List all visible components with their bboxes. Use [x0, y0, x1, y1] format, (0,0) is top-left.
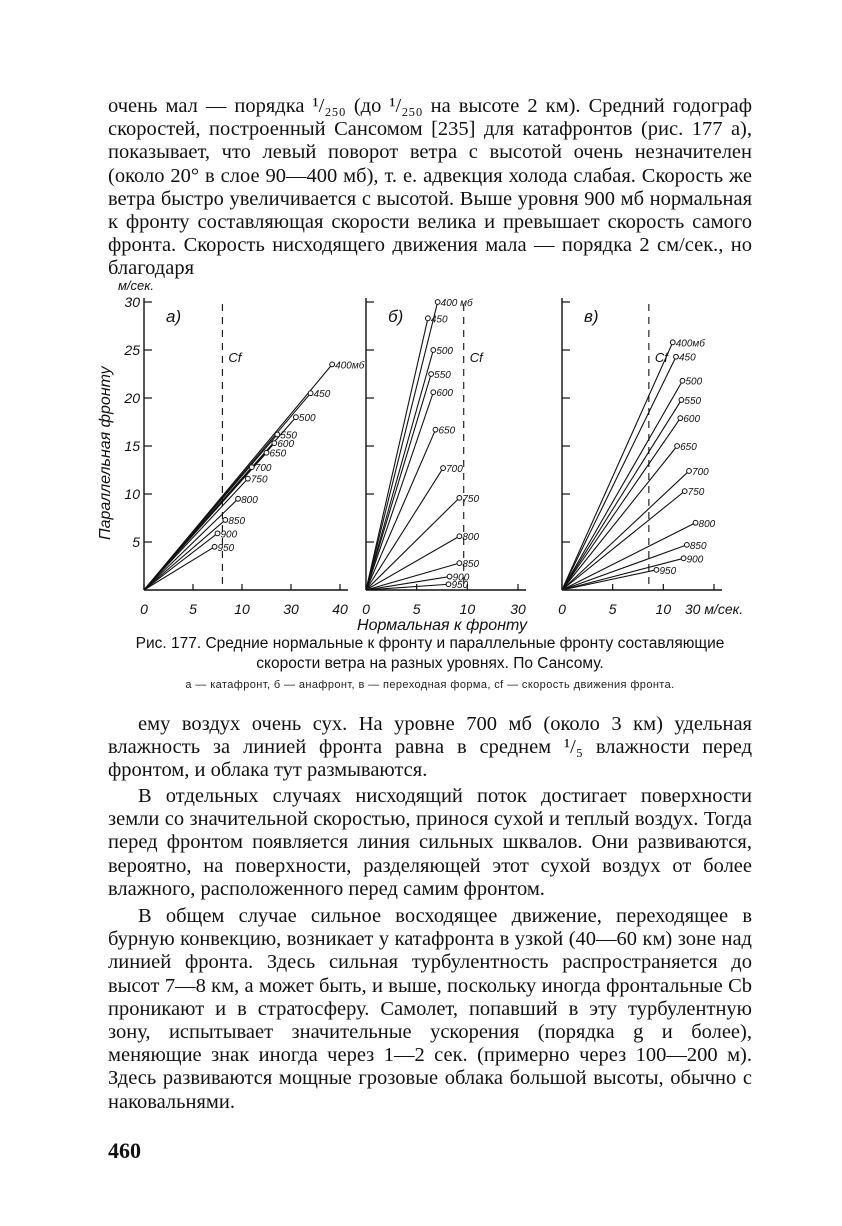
- x-axis-title: Нормальная к фронту: [357, 617, 527, 634]
- level-point: [433, 427, 438, 432]
- level-point: [245, 476, 250, 481]
- level-label: 800: [698, 518, 716, 530]
- level-label: 700: [692, 466, 709, 478]
- level-point: [681, 556, 686, 561]
- level-label: 950: [659, 565, 677, 577]
- level-label: 650: [269, 448, 287, 460]
- level-point: [446, 582, 451, 587]
- level-label: 650: [680, 442, 697, 453]
- level-label: 550: [280, 430, 297, 442]
- level-label: 450: [430, 314, 448, 326]
- level-label: 550: [684, 395, 702, 407]
- panel-label: а): [166, 307, 182, 326]
- level-label: 400мб: [675, 338, 705, 350]
- level-point: [249, 465, 254, 470]
- level-point: [675, 444, 680, 449]
- level-label: 700: [254, 463, 272, 475]
- level-label: 900: [686, 554, 704, 566]
- level-line: [366, 302, 438, 590]
- figure-177: [88, 278, 768, 634]
- level-point: [654, 567, 659, 572]
- front-speed-label: Cf: [654, 350, 668, 365]
- y-tick-label: 10: [124, 486, 140, 502]
- x-axis-labels: [357, 617, 528, 634]
- level-point: [457, 561, 462, 566]
- figure-caption: Рис. 177. Средние нормальные к фронту и параллельные фронту составляющие скорости ветра на разных уровнях. По Сансому.: [135, 635, 725, 672]
- level-label: 500: [685, 376, 703, 388]
- y-axis-title: Параллельная фронту: [97, 366, 114, 540]
- panel-c: [558, 298, 743, 617]
- figure-legend: а — катафронт, б — анафронт, в — переходная форма, cf — скорость движения фронта.: [185, 679, 675, 691]
- level-label: 750: [250, 474, 268, 486]
- level-label: 750: [462, 493, 480, 505]
- level-label: 900: [220, 529, 238, 541]
- x-tick-label: 10: [234, 601, 250, 617]
- level-point: [678, 416, 683, 421]
- level-point: [670, 340, 675, 345]
- level-point: [236, 496, 241, 501]
- level-label: 650: [438, 425, 456, 437]
- level-label: 450: [313, 389, 331, 401]
- level-label: 900: [452, 572, 470, 584]
- panel-a: [123, 294, 364, 617]
- level-label: 600: [436, 388, 454, 400]
- level-point: [330, 362, 335, 367]
- paragraph-2: ему воздух очень сух. На уровне 700 мб (около 3 км) удельная влажность за линией фронта равна в среднем ¹/₅ влажности перед фронтом, и облака тут размываются.: [108, 713, 752, 782]
- level-line: [366, 350, 433, 590]
- front-speed-label: Cf: [228, 350, 242, 365]
- level-point: [447, 574, 452, 579]
- level-label: 700: [446, 464, 463, 476]
- level-label: 750: [687, 487, 705, 499]
- level-point: [680, 378, 685, 383]
- level-line: [144, 547, 215, 590]
- level-label: 800: [241, 494, 258, 506]
- x-tick-label: 0: [140, 601, 148, 617]
- level-line: [366, 584, 449, 590]
- level-line: [144, 533, 218, 590]
- level-point: [457, 495, 462, 500]
- level-line: [562, 381, 683, 590]
- level-point: [275, 432, 280, 437]
- y-tick-label: 25: [124, 342, 140, 358]
- x-tick-label: 5: [412, 601, 421, 617]
- level-label: 850: [462, 559, 480, 571]
- level-point: [674, 354, 679, 359]
- x-tick-label: 0: [558, 601, 566, 617]
- panel-label: б): [388, 307, 404, 326]
- level-line: [366, 392, 433, 590]
- level-line: [562, 342, 673, 590]
- level-line: [366, 430, 435, 590]
- level-point: [441, 466, 446, 471]
- level-point: [435, 300, 440, 305]
- paragraph-3: В отдельных случаях нисходящий поток достигает поверхности земли со значительной скоростью, принося сухой и теплый воздух. Тогда перед фронтом появляется линия сильных шквалов. Они развиваются, вероятно, на поверхности, разделяющей этот сухой воздух от более влажного, расположенного перед самим фронтом.: [108, 785, 752, 900]
- level-label: 550: [434, 370, 451, 381]
- x-tick-label: 10: [655, 601, 672, 617]
- level-point: [223, 518, 228, 523]
- level-line: [562, 523, 696, 590]
- y-tick-label: 20: [124, 390, 140, 406]
- level-label: 400 мб: [440, 298, 473, 309]
- x-tick-label: 10: [459, 601, 476, 617]
- x-tick-label: 40: [332, 601, 348, 617]
- y-unit-label: м/сек.: [118, 278, 155, 293]
- level-point: [693, 520, 698, 525]
- level-label: 500: [436, 346, 454, 357]
- level-point: [682, 489, 687, 494]
- level-point: [308, 391, 313, 396]
- level-point: [425, 316, 430, 321]
- level-label: 600: [277, 439, 295, 451]
- level-point: [264, 450, 269, 455]
- level-label: 850: [228, 515, 246, 527]
- page-number: 460: [108, 1138, 141, 1163]
- x-tick-label: 30 м/сек.: [684, 601, 744, 617]
- x-tick-label: 5: [189, 601, 197, 617]
- level-label: 800: [462, 532, 480, 544]
- level-point: [431, 348, 436, 353]
- level-point: [272, 441, 277, 446]
- level-point: [684, 542, 689, 547]
- paragraph-4: В общем случае сильное восходящее движение, переходящее в бурную конвекцию, возникает у катафронта в узкой (40—60 км) зоне над линией фронта. Здесь сильная турбулентность распространяется до высот 7—8 км, а может быть, и выше, поскольку иногда фронтальные Cb проникают и в стратосферу. Самолет, попавший в эту турбулентную зону, испытывает значительные ускорения (порядка g и более), меняющие знак иногда через 1—2 сек. (примерно через 100—200 м). Здесь развиваются мощные грозовые облака большой высоты, обычно с наковальнями.: [108, 905, 752, 1113]
- y-tick-label: 5: [132, 534, 140, 550]
- level-line: [144, 520, 225, 590]
- level-point: [679, 398, 684, 403]
- level-label: 500: [298, 413, 316, 425]
- level-label: 950: [217, 542, 235, 554]
- front-speed-label: Cf: [469, 350, 483, 365]
- level-point: [687, 469, 692, 474]
- level-line: [366, 318, 428, 590]
- level-point: [212, 544, 217, 549]
- level-label: 450: [679, 352, 696, 364]
- panel-label: в): [584, 307, 599, 326]
- panel-b: [362, 297, 526, 617]
- level-line: [366, 468, 443, 590]
- y-tick-label: 15: [124, 438, 140, 454]
- level-label: 950: [451, 580, 469, 592]
- level-point: [215, 531, 220, 536]
- level-point: [457, 534, 462, 539]
- level-label: 850: [689, 540, 707, 552]
- level-point: [431, 390, 436, 395]
- level-point: [294, 415, 299, 420]
- level-label: 600: [683, 414, 701, 426]
- x-tick-label: 0: [362, 601, 370, 617]
- level-point: [429, 372, 434, 377]
- x-tick-label: 5: [608, 601, 617, 617]
- y-tick-label: 30: [124, 294, 140, 310]
- x-tick-label: 30: [510, 601, 526, 617]
- level-label: 400мб: [335, 360, 365, 372]
- x-tick-label: 30: [283, 601, 299, 617]
- paragraph-top: очень мал — порядка ¹/₂₅₀ (до ¹/₂₅₀ на высоте 2 км). Средний годограф скоростей, построенный Сансомом [235] для катафронтов (рис. 177 а), показывает, что левый поворот ветра с высотой очень незначителен (около 20° в слое 90—400 мб), т. е. адвекция холода слабая. Скорость же ветра быстро увеличивается с высотой. Выше уровня 900 мб нормальная к фронту составляющая скорости велика и превышает скорость самого фронта. Скорость нисходящего движения мала — порядка 2 см/сек., но благодаря: [108, 95, 752, 280]
